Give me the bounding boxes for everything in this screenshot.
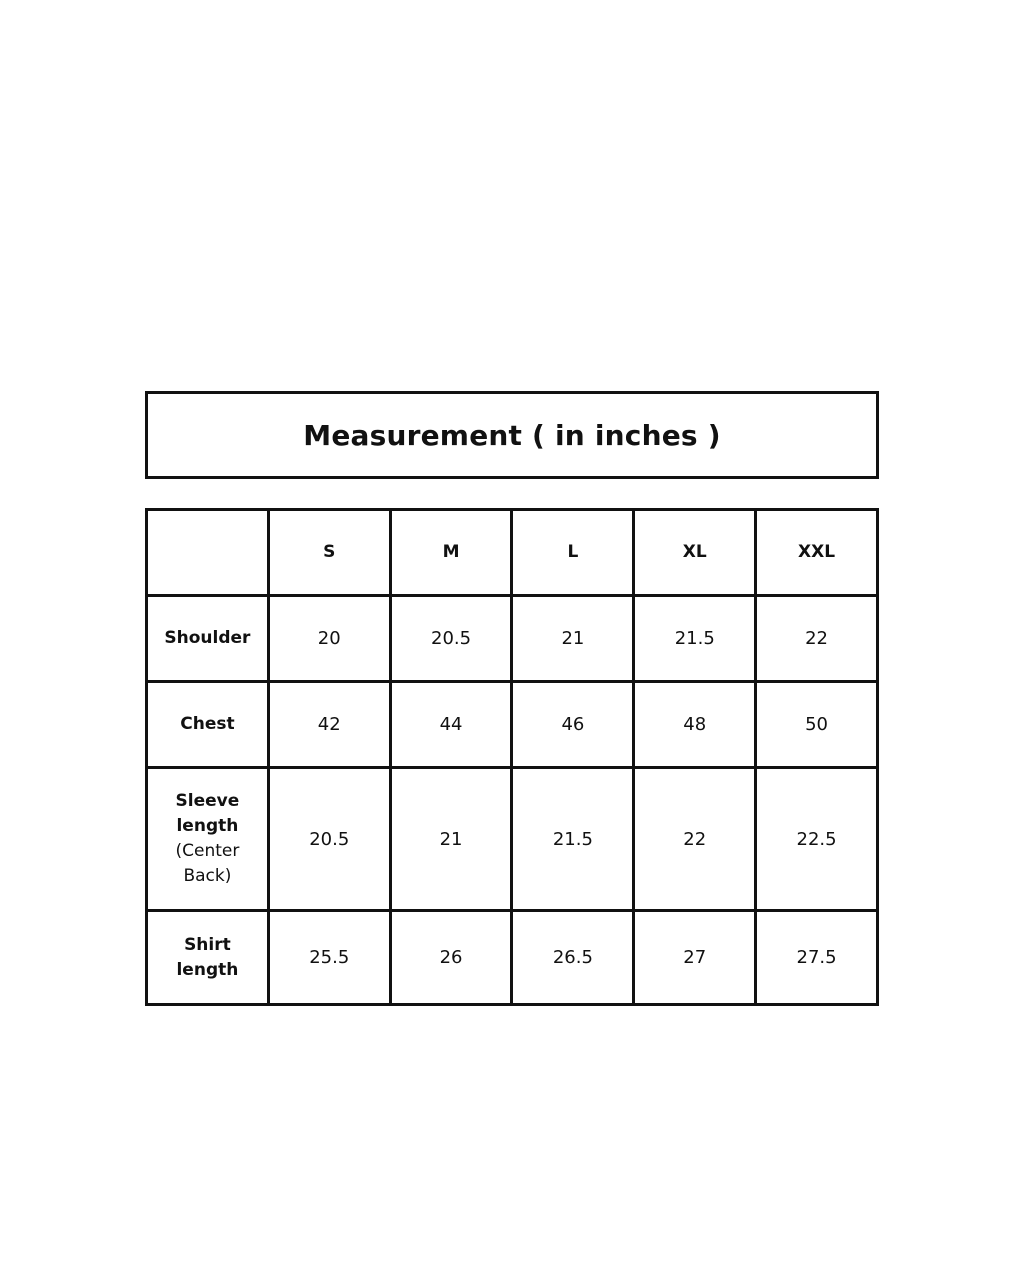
row-label-chest	[147, 682, 269, 768]
table-cell: 22.5	[756, 768, 878, 911]
table-cell: 22	[634, 768, 756, 911]
table-header-row	[147, 510, 878, 596]
table-cell: 25.5	[268, 911, 390, 1005]
table-row-sleeve-length	[147, 768, 878, 911]
header-size-s: S	[268, 510, 390, 596]
row-label-shoulder	[147, 596, 269, 682]
size-chart-table	[145, 508, 879, 1006]
table-cell: 20.5	[390, 596, 512, 682]
row-label-shirt-length	[147, 911, 269, 1005]
row-label-text: Shirt length	[176, 934, 239, 980]
table-cell: 27.5	[756, 911, 878, 1005]
table-cell: 48	[634, 682, 756, 768]
table-cell: 22	[756, 596, 878, 682]
table-cell: 44	[390, 682, 512, 768]
table-cell: 42	[268, 682, 390, 768]
table-cell: 21	[512, 596, 634, 682]
table-row-chest	[147, 682, 878, 768]
header-corner-cell	[147, 510, 269, 596]
row-label-text: Shoulder	[164, 628, 251, 648]
table-row-shirt-length	[147, 911, 878, 1005]
table-cell: 46	[512, 682, 634, 768]
row-label-sleeve-length	[147, 768, 269, 911]
table-row-shoulder	[147, 596, 878, 682]
table-cell: 26.5	[512, 911, 634, 1005]
row-label-text: Chest	[180, 714, 235, 734]
header-size-xxl: XXL	[756, 510, 878, 596]
table-cell: 26	[390, 911, 512, 1005]
table-cell: 21.5	[634, 596, 756, 682]
row-label-note: (Center Back)	[175, 841, 240, 886]
header-size-xl: XL	[634, 510, 756, 596]
table-cell: 20.5	[268, 768, 390, 911]
table-cell: 21	[390, 768, 512, 911]
title-box	[145, 391, 879, 479]
table-cell: 50	[756, 682, 878, 768]
header-size-l: L	[512, 510, 634, 596]
table-cell: 20	[268, 596, 390, 682]
table-cell: 27	[634, 911, 756, 1005]
row-label-text: Sleeve length	[175, 791, 240, 836]
header-size-m: M	[390, 510, 512, 596]
page-title: Measurement ( in inches )	[303, 418, 721, 452]
table-cell: 21.5	[512, 768, 634, 911]
